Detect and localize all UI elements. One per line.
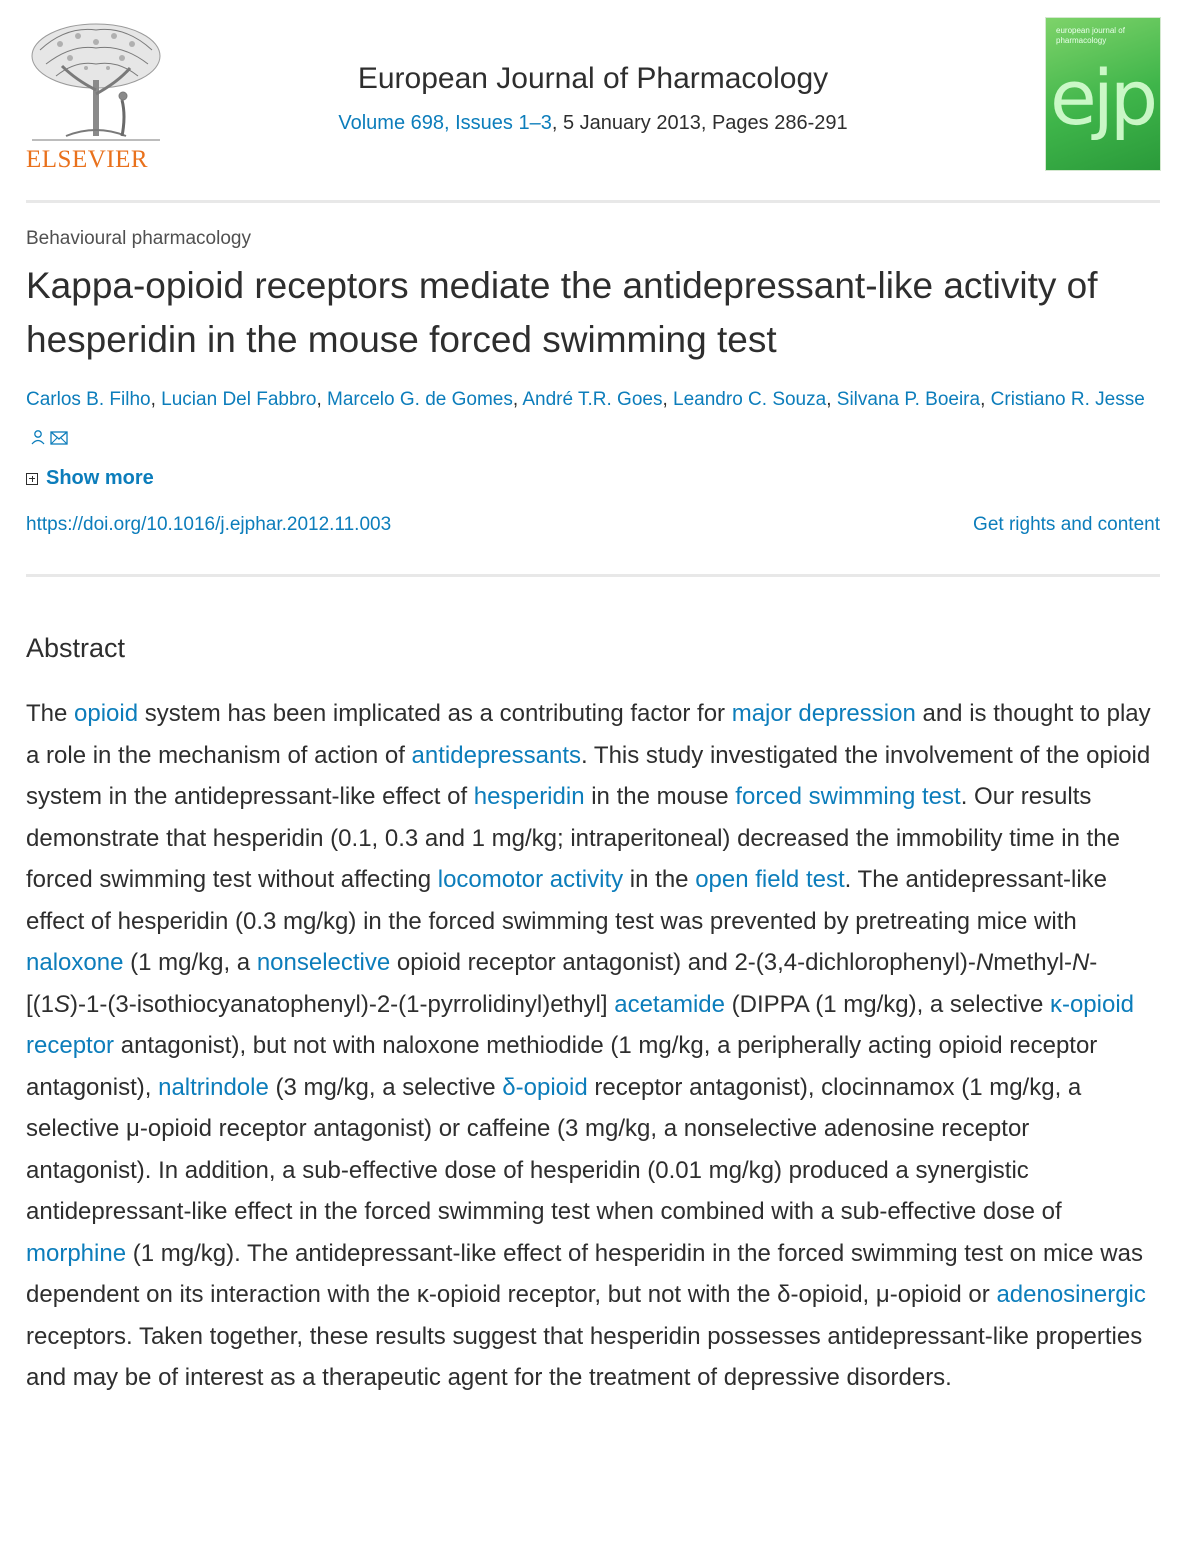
- section-divider: [26, 574, 1160, 577]
- abstract-term-link[interactable]: antidepressants: [411, 741, 581, 769]
- author-link[interactable]: Leandro C. Souza: [673, 389, 827, 410]
- abstract-term-link[interactable]: adenosinergic: [996, 1281, 1146, 1308]
- show-more-button[interactable]: [26, 467, 1160, 490]
- volume-link[interactable]: Volume 698, Issues 1–3: [338, 112, 552, 134]
- plus-icon: [26, 473, 38, 485]
- article-title: Kappa-opioid receptors mediate the antidepressant-like activity of hesperidin in the mouse forced swimming test: [26, 265, 1098, 360]
- abstract-text: receptors. Taken together, these results suggest that hesperidin possesses antidepressant-like properties and may be of interest as a therapeutic agent for the treatment of depressive disorders.: [26, 1322, 1143, 1391]
- abstract-text: receptor antagonist), clocinnamox (1 mg/kg, a selective μ-opioid receptor antagonist) or caffeine (3 mg/kg, a nonselective adenosine receptor antagonist). In addition, a sub-effective dose of hesperidin (0.01 mg/kg) produced a synergistic antidepressant-like effect in the forced swimming test when combined with a sub-effective dose of: [26, 1073, 1082, 1225]
- abstract-term-link[interactable]: opioid: [74, 700, 139, 727]
- author-link[interactable]: Marcelo G. de Gomes: [327, 389, 513, 410]
- abstract-heading: Abstract: [26, 633, 126, 663]
- abstract-term-link[interactable]: κ-opioid receptor: [26, 990, 1135, 1059]
- cover-letters: ejp: [1050, 53, 1155, 142]
- abstract-term-link[interactable]: nonselective: [256, 949, 391, 976]
- abstract-text: and is thought to play a role in the mechanism of action of: [26, 700, 1151, 769]
- author-link[interactable]: Silvana P. Boeira: [836, 389, 981, 410]
- abstract-text: antagonist), but not with naloxone methiodide (1 mg/kg, a peripherally acting opioid receptor antagonist),: [26, 1032, 1098, 1101]
- abstract-term-link[interactable]: hesperidin: [473, 783, 585, 810]
- abstract-term-link[interactable]: forced swimming test: [735, 783, 961, 810]
- abstract-text: (1 mg/kg). The antidepressant-like effect of hesperidin in the forced swimming test on mice was dependent on its interaction with the κ-opioid receptor, but not with the δ-opioid, μ-opioid or: [26, 1239, 1143, 1308]
- abstract-italic: S: [54, 990, 71, 1018]
- cover-caption: european journal of pharmacology: [1056, 26, 1125, 45]
- abstract-text: (DIPPA (1 mg/kg), a selective: [724, 990, 1050, 1018]
- abstract-term-link[interactable]: naltrindole: [158, 1073, 269, 1101]
- abstract-term-link[interactable]: major depression: [731, 700, 916, 727]
- abstract-text: system has been implicated as a contributing factor for: [138, 700, 732, 727]
- journal-title[interactable]: European Journal of Pharmacology: [357, 62, 829, 95]
- author-list: Carlos B. Filho, Lucian Del Fabbro, Marcelo G. de Gomes, André T.R. Goes, Leandro C. Souza, Silvana P. Boeira, Cristiano R. Jesse: [26, 381, 1160, 459]
- doi-row: [26, 512, 1160, 538]
- article-type: Behavioural pharmacology: [26, 228, 251, 249]
- author-link[interactable]: André T.R. Goes: [522, 389, 663, 410]
- abstract-text: The: [26, 700, 75, 727]
- abstract-text: in the mouse: [584, 783, 736, 810]
- abstract-text: -[(1: [26, 949, 1098, 1018]
- issue-details: , 5 January 2013, Pages 286-291: [551, 112, 848, 134]
- abstract-text: )-1-(3-isothiocyanatophenyl)-2-(1-pyrrolidinyl)ethyl]: [70, 990, 615, 1018]
- abstract-text: (3 mg/kg, a selective: [268, 1073, 503, 1101]
- author-link[interactable]: Cristiano R. Jesse: [990, 389, 1145, 410]
- article-page: [26, 0, 1160, 1399]
- journal-header: [26, 0, 1160, 200]
- abstract-term-link[interactable]: locomotor activity: [437, 866, 624, 893]
- rights-link[interactable]: Get rights and content: [973, 514, 1160, 535]
- header-divider: [26, 200, 1160, 203]
- person-icon[interactable]: [30, 421, 46, 459]
- author-link[interactable]: Lucian Del Fabbro: [161, 389, 317, 410]
- abstract-term-link[interactable]: naloxone: [26, 949, 124, 976]
- journal-cover-icon[interactable]: [1046, 18, 1160, 170]
- abstract-text: . This study investigated the involvement of the opioid system in the antidepressant-like effect of: [26, 741, 1151, 810]
- show-more-label: Show more: [46, 467, 154, 489]
- doi-link[interactable]: https://doi.org/10.1016/j.ejphar.2012.11.003: [26, 514, 392, 535]
- author-link[interactable]: Carlos B. Filho: [26, 389, 151, 410]
- abstract-text: opioid receptor antagonist) and 2-(3,4-dichlorophenyl)-: [390, 949, 976, 976]
- abstract-text: in the: [623, 866, 696, 893]
- abstract-text: (1 mg/kg, a: [123, 949, 257, 976]
- abstract-italic: N: [1071, 949, 1090, 976]
- journal-issue: [166, 110, 1020, 136]
- abstract-term-link[interactable]: morphine: [26, 1239, 127, 1267]
- email-icon[interactable]: [50, 421, 68, 459]
- abstract-italic: N: [975, 949, 994, 976]
- abstract-term-link[interactable]: open field test: [695, 866, 845, 893]
- abstract-text: methyl-: [993, 949, 1072, 976]
- abstract-body: [26, 693, 1160, 1399]
- abstract-term-link[interactable]: δ-opioid: [502, 1073, 588, 1101]
- journal-info: [166, 60, 1020, 136]
- publisher-name: ELSEVIER: [26, 146, 149, 173]
- abstract-term-link[interactable]: acetamide: [614, 990, 725, 1018]
- abstract-text: . Our results demonstrate that hesperidin (0.1, 0.3 and 1 mg/kg; intraperitoneal) decreased the immobility time in the forced swimming test without affecting: [26, 783, 1120, 893]
- abstract-text: . The antidepressant-like effect of hesperidin (0.3 mg/kg) in the forced swimming test was prevented by pretreating mice with: [26, 866, 1107, 935]
